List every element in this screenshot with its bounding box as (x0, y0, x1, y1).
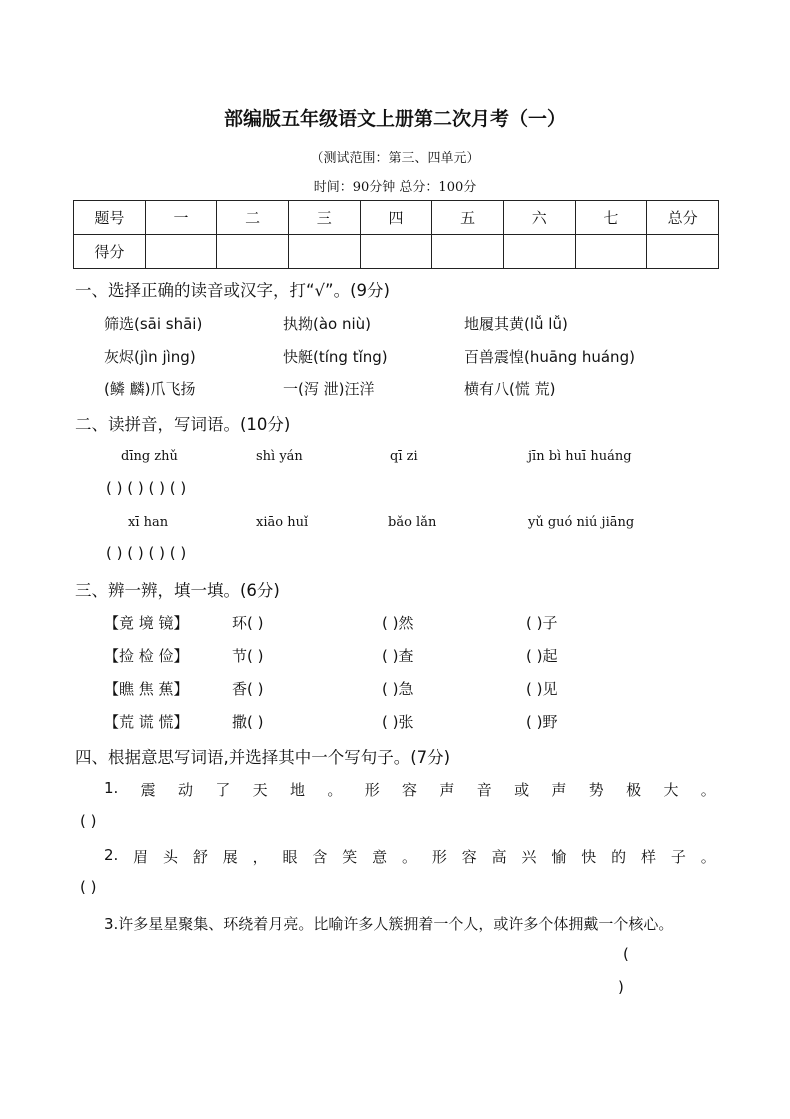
score-cell: 四 (360, 201, 432, 235)
fill-blank[interactable]: ( )野 (526, 713, 558, 731)
s1-item[interactable]: 横有八(慌 荒) (464, 380, 556, 398)
pinyin: qī zi (390, 449, 418, 464)
fill-blank[interactable]: 节( ) (232, 647, 264, 665)
pinyin: jīn bì huī huáng (528, 449, 632, 464)
score-input-cell[interactable] (288, 235, 360, 269)
section-2-heading: 二、读拼音，写词语。(10分) (75, 415, 291, 434)
section-1-heading: 一、选择正确的读音或汉字，打“√”。(9分) (75, 281, 390, 300)
fill-blank[interactable]: 环( ) (232, 614, 264, 632)
answer-blank-close[interactable]: ) (618, 978, 624, 996)
char-group: 【荒 谎 慌】 (104, 713, 189, 731)
s1-item[interactable]: 百兽震惶(huāng huáng) (464, 348, 635, 366)
section-3-heading: 三、辨一辨，填一填。(6分) (75, 581, 280, 600)
score-input-cell[interactable] (432, 235, 504, 269)
fill-blank[interactable]: ( )起 (526, 647, 558, 665)
fill-blank[interactable]: 撒( ) (232, 713, 264, 731)
score-table (73, 200, 719, 269)
score-cell: 总分 (647, 201, 719, 235)
s1-item[interactable]: 快艇(tíng tǐng) (283, 348, 388, 366)
test-scope: （测试范围：第三、四单元） (310, 151, 480, 166)
pinyin: bǎo lǎn (388, 515, 437, 530)
char-group: 【竟 境 镜】 (104, 614, 189, 632)
pinyin: xiāo huǐ (256, 515, 309, 530)
char-group: 【捡 检 俭】 (104, 647, 189, 665)
score-input-cell[interactable] (575, 235, 647, 269)
score-input-cell[interactable] (360, 235, 432, 269)
answer-blank-open[interactable]: ( (623, 945, 629, 963)
score-cell: 二 (217, 201, 289, 235)
fill-blank[interactable]: ( )子 (526, 614, 558, 632)
char-group: 【瞧 焦 蕉】 (104, 680, 189, 698)
score-cell: 六 (503, 201, 575, 235)
page-title: 部编版五年级语文上册第二次月考（一） (223, 108, 566, 130)
score-cell: 七 (575, 201, 647, 235)
score-cell: 题号 (74, 201, 146, 235)
pinyin: shì yán (256, 449, 303, 464)
pinyin: yǔ guó niú jiāng (528, 515, 635, 530)
s4-item-2-definition: 2. 眉 头 舒 展 ， 眼 含 笑 意 。 形 容 高 兴 愉 快 的 样 子 。 (104, 846, 716, 866)
s1-item[interactable]: 一(泻 泄)汪洋 (283, 380, 375, 398)
answer-blank[interactable]: ( ) (80, 878, 97, 896)
pinyin: dīng zhǔ (121, 449, 178, 464)
score-table-header-row (74, 201, 719, 235)
s4-item-3-definition: 3.许多星星聚集、环绕着月亮。比喻许多人簇拥着一个人，或许多个体拥戴一个核心。 (104, 915, 674, 933)
fill-blank[interactable]: ( )查 (382, 647, 414, 665)
s4-item-1-definition: 1. 震 动 了 天 地 。 形 容 声 音 或 声 势 极 大 。 (104, 779, 716, 799)
score-table-score-row (74, 235, 719, 269)
score-cell: 得分 (74, 235, 146, 269)
section-4-heading: 四、根据意思写词语,并选择其中一个写句子。(7分) (75, 748, 451, 767)
fill-blank[interactable]: ( )见 (526, 680, 558, 698)
s1-item[interactable]: 灰烬(jìn jìng) (104, 348, 196, 366)
time-and-score: 时间：90分钟 总分：100分 (313, 180, 477, 195)
score-cell: 一 (145, 201, 217, 235)
answer-blank-line[interactable]: ( ) ( ) ( ) ( ) (106, 544, 187, 562)
s1-item[interactable]: 执拗(ào niù) (283, 315, 372, 333)
score-input-cell[interactable] (647, 235, 719, 269)
s1-item[interactable]: 地履其黄(lǚ lǚ) (464, 315, 568, 333)
pinyin: xī han (128, 515, 169, 530)
answer-blank-line[interactable]: ( ) ( ) ( ) ( ) (106, 479, 187, 497)
score-input-cell[interactable] (217, 235, 289, 269)
s1-item[interactable]: 筛选(sāi shāi) (104, 315, 203, 333)
fill-blank[interactable]: ( )急 (382, 680, 414, 698)
score-input-cell[interactable] (145, 235, 217, 269)
score-cell: 五 (432, 201, 504, 235)
fill-blank[interactable]: ( )然 (382, 614, 414, 632)
score-input-cell[interactable] (503, 235, 575, 269)
fill-blank[interactable]: ( )张 (382, 713, 414, 731)
s1-item[interactable]: (鳞 麟)爪飞扬 (104, 380, 196, 398)
fill-blank[interactable]: 香( ) (232, 680, 264, 698)
score-cell: 三 (288, 201, 360, 235)
answer-blank[interactable]: ( ) (80, 812, 97, 830)
